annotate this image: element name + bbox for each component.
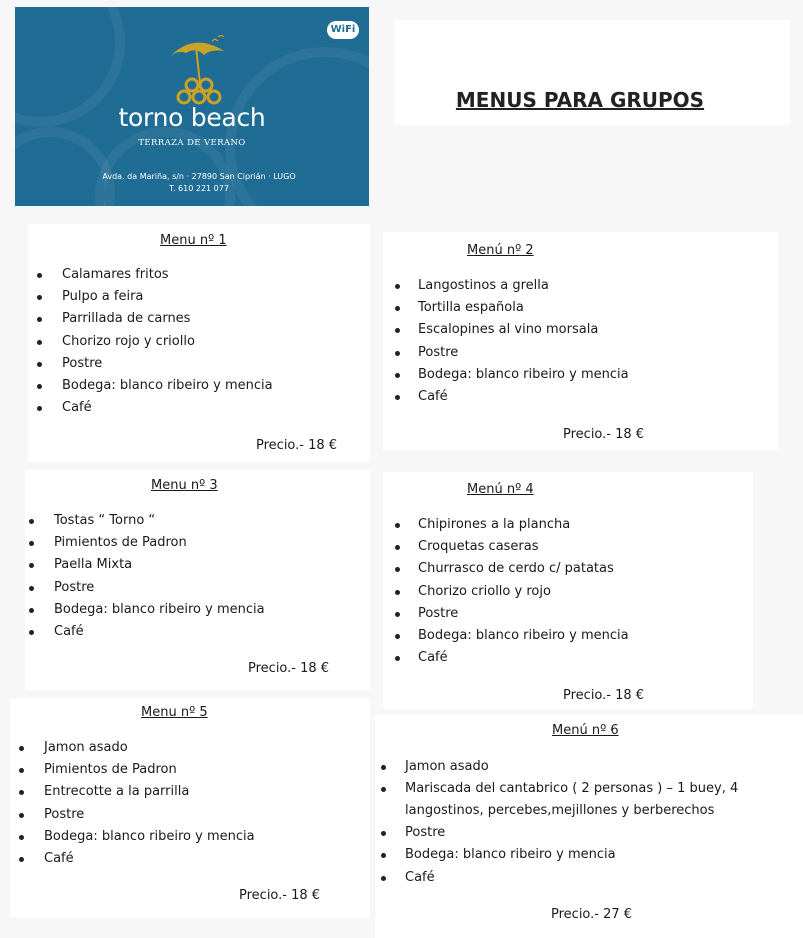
list-item: Jamon asado [381,756,799,778]
menu-title: Menú nº 4 [467,482,534,497]
list-item: Bodega: blanco ribeiro y mencia [29,599,369,621]
list-item: Parrillada de carnes [37,308,367,330]
bullet-icon [19,857,24,862]
menu-price: Precio.- 27 € [551,907,633,922]
menu-item-list [395,275,775,408]
bullet-icon [29,608,34,613]
wifi-badge: WiFi [327,21,359,39]
list-item: Mariscada del cantabrico ( 2 personas ) – 1 buey, 4 langostinos, percebes,mejillones y berberechos [381,778,799,822]
bullet-icon [37,384,42,389]
list-item: Café [381,867,799,889]
menu-item-list [37,264,367,419]
bullet-icon [19,835,24,840]
list-item: Postre [381,822,799,844]
bullet-icon [395,373,400,378]
bullet-icon [37,295,42,300]
bullet-icon [381,787,386,792]
menu-item-list [19,737,369,870]
bullet-icon [395,545,400,550]
menu-title: Menu nº 5 [141,705,208,720]
bullet-icon [19,790,24,795]
bullet-icon [29,630,34,635]
list-item: Café [395,386,775,408]
bullet-icon [381,765,386,770]
list-item: Tostas “ Torno “ [29,510,369,532]
list-item: Bodega: blanco ribeiro y mencia [381,844,799,866]
bullet-icon [381,831,386,836]
list-item: Café [37,397,367,419]
list-item: Paella Mixta [29,554,369,576]
bullet-icon [381,853,386,858]
menu-price: Precio.- 18 € [563,688,645,703]
menu-price: Precio.- 18 € [239,888,321,903]
list-item: Bodega: blanco ribeiro y mencia [37,375,367,397]
list-item: Postre [37,353,367,375]
list-item: Entrecotte a la parrilla [19,781,369,803]
list-item: Postre [395,342,775,364]
bullet-icon [395,590,400,595]
bullet-icon [395,567,400,572]
list-item: Bodega: blanco ribeiro y mencia [395,364,775,386]
list-item: Jamon asado [19,737,369,759]
menu-title: Menu nº 1 [160,233,227,248]
list-item: Croquetas caseras [395,536,755,558]
list-item: Pimientos de Padron [19,759,369,781]
menu-title: Menu nº 3 [151,478,218,493]
list-item: Escalopines al vino morsala [395,319,775,341]
bullet-icon [395,523,400,528]
bullet-icon [29,519,34,524]
bullet-icon [19,813,24,818]
list-item: Pimientos de Padron [29,532,369,554]
bullet-icon [19,768,24,773]
page-title: MENUS PARA GRUPOS [455,88,705,112]
list-item: Bodega: blanco ribeiro y mencia [395,625,755,647]
list-item: Café [29,621,369,643]
list-item: Café [19,848,369,870]
brand-tagline: TERRAZA DE VERANO [138,138,246,148]
menu-item-list [381,756,799,889]
card-address: Avda. da Mariña, s/n · 27890 San Ciprián · LUGO [102,172,296,181]
bullet-icon [395,328,400,333]
bullet-icon [395,351,400,356]
bullet-icon [395,306,400,311]
list-item: Postre [395,603,755,625]
list-item: Postre [29,577,369,599]
brand-name: torno beach [118,103,266,132]
bullet-icon [37,406,42,411]
list-item: Chipirones a la plancha [395,514,755,536]
list-item: Pulpo a feira [37,286,367,308]
bullet-icon [395,634,400,639]
list-item: Postre [19,804,369,826]
list-item: Chorizo rojo y criollo [37,331,367,353]
menu-title: Menú nº 2 [467,243,534,258]
bullet-icon [37,317,42,322]
beach-umbrella-logo-icon [162,35,232,107]
list-item: Tortilla española [395,297,775,319]
bullet-icon [37,273,42,278]
bullet-icon [381,876,386,881]
bullet-icon [29,563,34,568]
bullet-icon [37,362,42,367]
menu-price: Precio.- 18 € [563,427,645,442]
list-item: Bodega: blanco ribeiro y mencia [19,826,369,848]
list-item: Churrasco de cerdo c/ patatas [395,558,755,580]
menu-title: Menú nº 6 [552,723,619,738]
card-phone: T. 610 221 077 [169,184,229,193]
menu-price: Precio.- 18 € [256,438,338,453]
list-item: Langostinos a grella [395,275,775,297]
menu-item-list [395,514,755,669]
bullet-icon [395,612,400,617]
bullet-icon [37,340,42,345]
list-item: Chorizo criollo y rojo [395,581,755,603]
bullet-icon [395,656,400,661]
menu-item-list [29,510,369,643]
business-card [15,7,369,206]
bullet-icon [395,284,400,289]
bullet-icon [29,586,34,591]
list-item: Calamares fritos [37,264,367,286]
menu-price: Precio.- 18 € [248,661,330,676]
list-item: Café [395,647,755,669]
bullet-icon [395,395,400,400]
bullet-icon [29,541,34,546]
bullet-icon [19,746,24,751]
